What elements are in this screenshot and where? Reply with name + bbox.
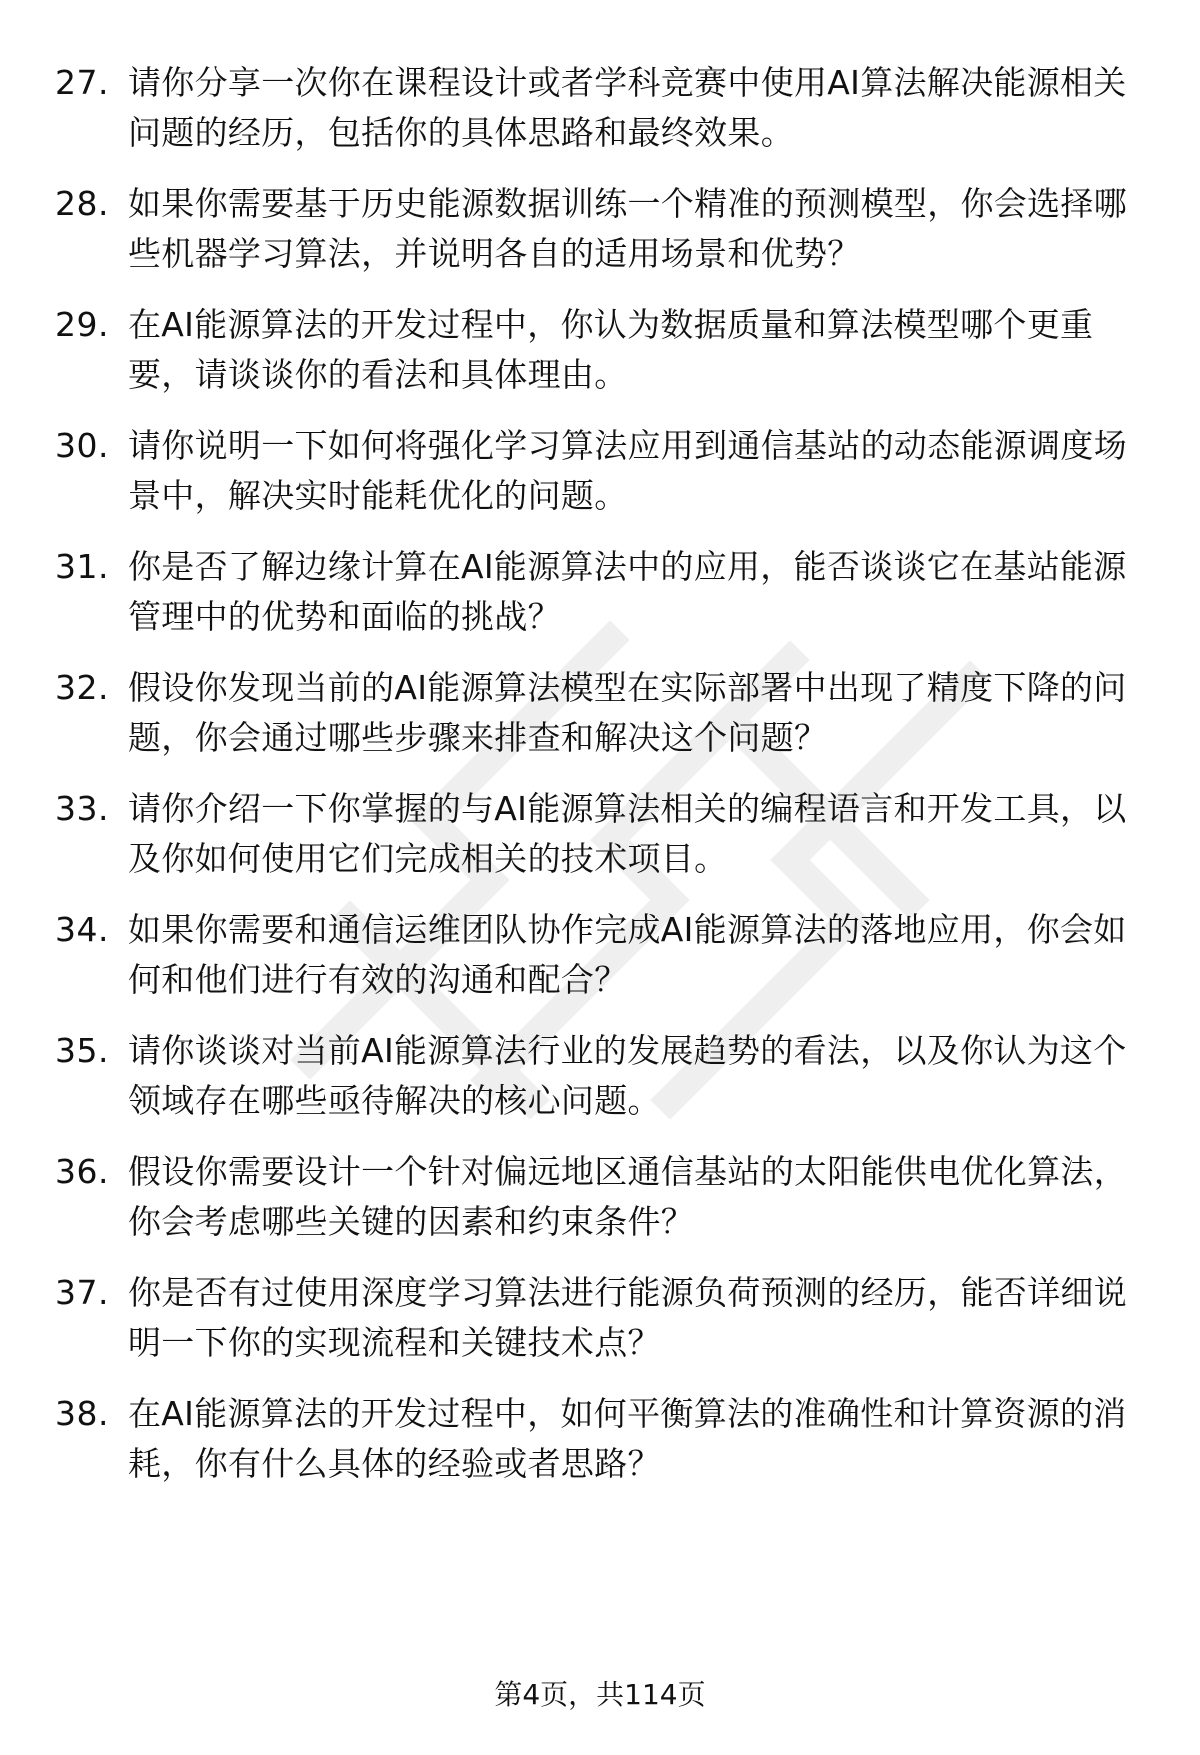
question-number: 33. — [55, 789, 109, 828]
question-item — [55, 58, 1145, 179]
question-number: 36. — [55, 1152, 109, 1191]
question-text: 请你说明一下如何将强化学习算法应用到通信基站的动态能源调度场景中，解决实时能耗优化的问题。 — [128, 426, 1127, 515]
question-text: 假设你发现当前的AI能源算法模型在实际部署中出现了精度下降的问题，你会通过哪些步骤来排查和解决这个问题？ — [128, 668, 1127, 757]
question-text: 请你介绍一下你掌握的与AI能源算法相关的编程语言和开发工具，以及你如何使用它们完成相关的技术项目。 — [128, 789, 1127, 878]
page-footer: 第4页，共114页 — [494, 1678, 706, 1711]
question-text: 如果你需要基于历史能源数据训练一个精准的预测模型，你会选择哪些机器学习算法，并说明各自的适用场景和优势？ — [128, 184, 1127, 273]
question-item — [55, 1147, 1145, 1268]
question-number: 29. — [55, 305, 109, 344]
question-item — [55, 905, 1145, 1026]
question-text: 在AI能源算法的开发过程中，如何平衡算法的准确性和计算资源的消耗，你有什么具体的经验或者思路？ — [128, 1394, 1127, 1483]
question-item — [55, 1268, 1145, 1389]
question-number: 27. — [55, 63, 109, 102]
question-number: 35. — [55, 1031, 109, 1070]
question-text: 你是否有过使用深度学习算法进行能源负荷预测的经历，能否详细说明一下你的实现流程和关键技术点？ — [128, 1273, 1127, 1362]
question-number: 34. — [55, 910, 109, 949]
question-number: 28. — [55, 184, 109, 223]
question-item — [55, 1389, 1145, 1510]
question-item — [55, 542, 1145, 663]
question-number: 37. — [55, 1273, 109, 1312]
question-item — [55, 1026, 1145, 1147]
question-text: 假设你需要设计一个针对偏远地区通信基站的太阳能供电优化算法，你会考虑哪些关键的因素和约束条件？ — [128, 1152, 1127, 1241]
question-list — [55, 58, 1145, 1510]
question-number: 30. — [55, 426, 109, 465]
question-item — [55, 784, 1145, 905]
question-item — [55, 179, 1145, 300]
question-text: 你是否了解边缘计算在AI能源算法中的应用，能否谈谈它在基站能源管理中的优势和面临的挑战？ — [128, 547, 1127, 636]
question-item — [55, 663, 1145, 784]
question-text: 在AI能源算法的开发过程中，你认为数据质量和算法模型哪个更重要，请谈谈你的看法和具体理由。 — [128, 305, 1094, 394]
question-number: 31. — [55, 547, 109, 586]
question-number: 32. — [55, 668, 109, 707]
question-text: 请你谈谈对当前AI能源算法行业的发展趋势的看法，以及你认为这个领域存在哪些亟待解决的核心问题。 — [128, 1031, 1127, 1120]
question-number: 38. — [55, 1394, 109, 1433]
question-text: 如果你需要和通信运维团队协作完成AI能源算法的落地应用，你会如何和他们进行有效的沟通和配合？ — [128, 910, 1127, 999]
question-item — [55, 300, 1145, 421]
question-text: 请你分享一次你在课程设计或者学科竞赛中使用AI算法解决能源相关问题的经历，包括你的具体思路和最终效果。 — [128, 63, 1127, 152]
question-item — [55, 421, 1145, 542]
